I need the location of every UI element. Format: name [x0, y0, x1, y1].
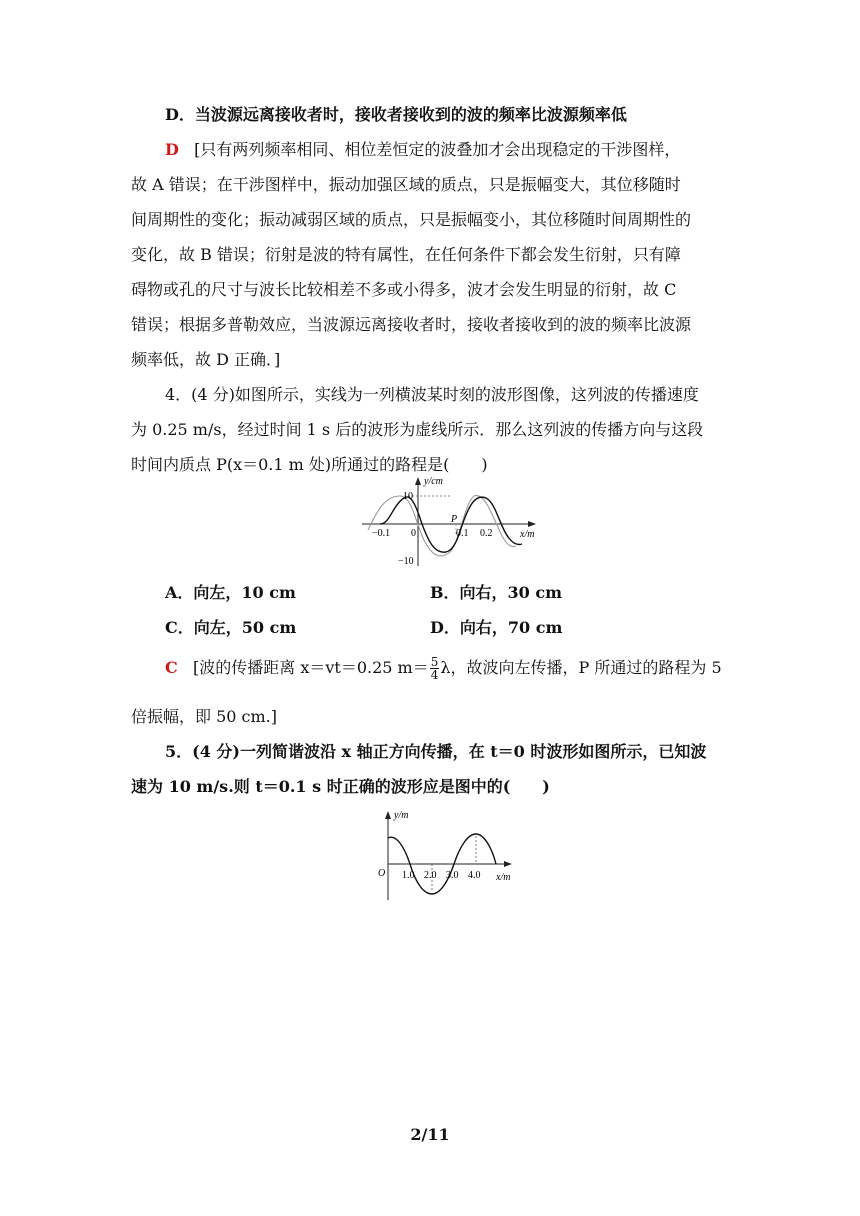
origin-label: O [378, 868, 386, 879]
explanation-text: [波的传播距离 x＝vt＝0.25 m＝ [193, 658, 429, 677]
wave-figure-q4 [360, 474, 540, 570]
option-d: D．向右，70 cm [430, 618, 563, 637]
point-p-label: P [451, 514, 458, 525]
dashed-wave [368, 496, 516, 556]
fraction-denominator: 4 [430, 668, 439, 682]
explanation-text: [只有两列频率相同、相位差恒定的波叠加才会出现稳定的干涉图样， [194, 140, 681, 159]
option-c: C．向左，50 cm [165, 618, 297, 637]
x-axis-arrow-icon [504, 861, 512, 867]
x-tick-label: 3.0 [446, 870, 459, 881]
fraction-numerator: 5 [430, 655, 439, 669]
x-axis-label: x/m [496, 872, 511, 883]
explanation-line: 倍振幅，即 50 cm.] [131, 707, 277, 726]
explanation-line: 错误；根据多普勒效应，当波源远离接收者时，接收者接收到的波的频率比波源 [131, 315, 692, 334]
x-tick-label: 0.1 [456, 528, 469, 539]
x-tick-label: 0 [411, 528, 416, 539]
question-5-line: 5．(4 分)一列简谐波沿 x 轴正方向传播，在 t＝0 时波形如图所示，已知波 [165, 742, 707, 761]
x-tick-label: 4.0 [468, 870, 481, 881]
question-4-line: 时间内质点 P(x＝0.1 m 处)所通过的路程是( ) [131, 455, 488, 474]
y-axis-label: y/m [394, 810, 409, 821]
x-tick-label: 2.0 [424, 870, 437, 881]
question-4-line: 为 0.25 m/s，经过时间 1 s 后的波形为虚线所示．那么这列波的传播方向与这段 [131, 420, 704, 439]
y-axis-label: y/cm [424, 476, 443, 487]
fraction [430, 656, 440, 681]
y-tick-top: 10 [403, 491, 413, 502]
x-tick-label: 0.2 [480, 528, 493, 539]
y-tick-bottom: −10 [398, 556, 414, 567]
explanation-line: 碍物或孔的尺寸与波长比较相差不多或小得多，波才会发生明显的衍射，故 C [131, 280, 677, 299]
y-axis-arrow-icon [385, 811, 391, 819]
option-b: B．向右，30 cm [430, 583, 563, 602]
explanation-line: 变化，故 B 错误；衍射是波的特有属性，在任何条件下都会发生衍射，只有障 [131, 245, 681, 264]
explanation-line: 频率低，故 D 正确．] [131, 350, 281, 369]
page-number: 2/11 [410, 1125, 450, 1144]
option-d-text: D．当波源远离接收者时，接收者接收到的波的频率比波源频率低 [165, 105, 627, 124]
option-a: A．向左，10 cm [165, 583, 296, 602]
answer-letter: D [165, 140, 179, 159]
y-axis-arrow-icon [415, 477, 421, 485]
q4-answer-line [165, 656, 765, 681]
explanation-line: 间周期性的变化；振动减弱区域的质点，只是振幅变小，其位移随时间周期性的 [131, 210, 692, 229]
explanation-line: 故 A 错误；在干涉图样中，振动加强区域的质点，只是振幅变大，其位移随时 [131, 175, 681, 194]
wave-figure-q5 [376, 808, 516, 904]
answer-letter: C [165, 658, 178, 677]
x-axis-arrow-icon [528, 521, 536, 527]
x-tick-label: −0.1 [372, 528, 391, 539]
question-5-line: 速为 10 m/s.则 t＝0.1 s 时正确的波形应是图中的( ) [131, 777, 550, 796]
x-tick-label: 1.0 [402, 870, 415, 881]
explanation-text: λ，故波向左传播，P 所通过的路程为 5 [440, 658, 722, 677]
x-axis-label: x/m [520, 529, 535, 540]
question-4-line: 4．(4 分)如图所示，实线为一列横波某时刻的波形图像，这列波的传播速度 [165, 385, 699, 404]
answer-line-1 [165, 139, 765, 161]
